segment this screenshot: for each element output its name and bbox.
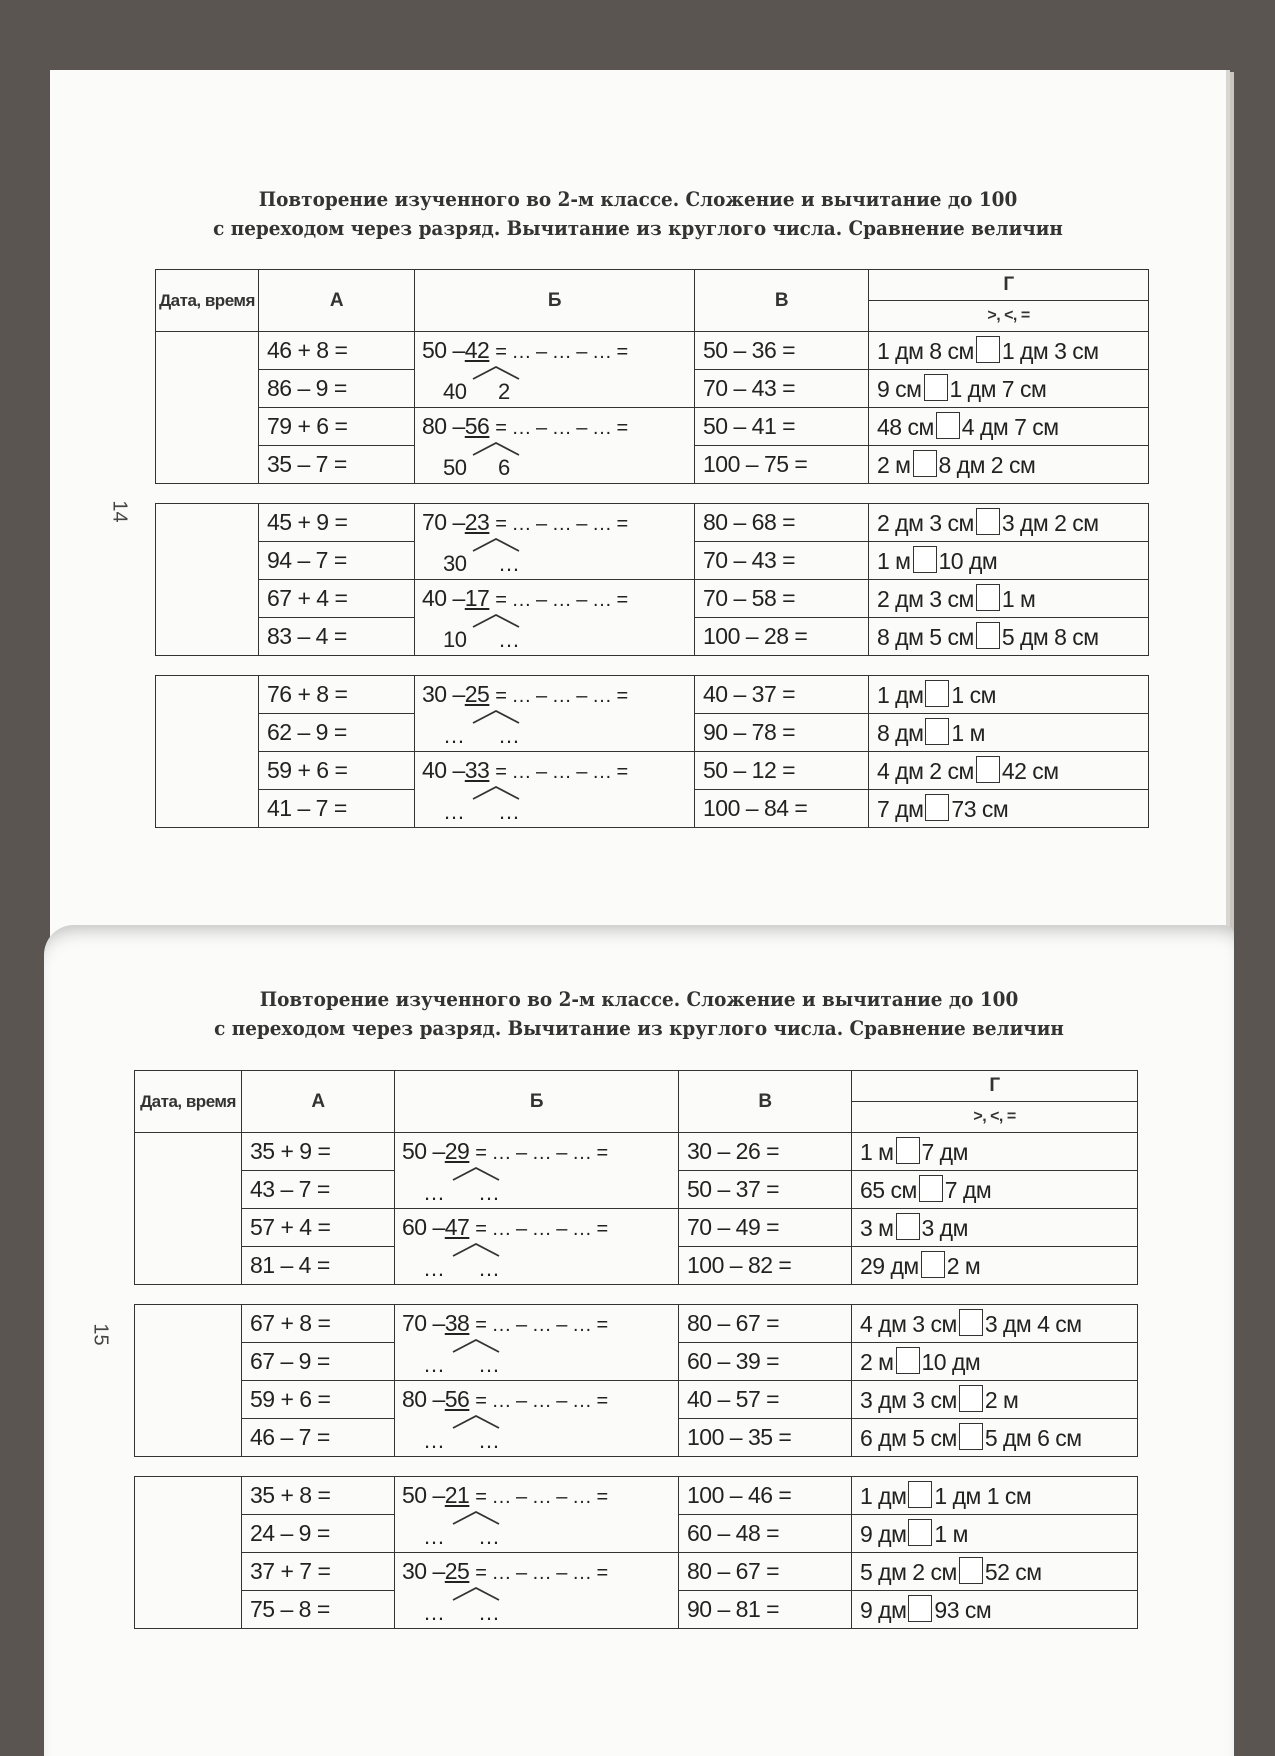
part-right: … <box>478 1600 500 1625</box>
subtrahend: 21 <box>444 1482 470 1508</box>
task-v: 30 – 26 = <box>679 1133 852 1171</box>
compare-right: 10 дм <box>921 1349 981 1375</box>
minuend: 30 – <box>422 681 465 707</box>
b-expression <box>422 413 628 440</box>
table-row <box>135 1553 1138 1591</box>
compare-answer-box[interactable] <box>976 622 1000 649</box>
compare-answer-box[interactable] <box>936 412 960 439</box>
page-title <box>92 985 1187 1043</box>
part-right: … <box>478 1428 500 1453</box>
b-expression <box>402 1138 608 1165</box>
task-v: 60 – 39 = <box>679 1343 852 1381</box>
compare-answer-box[interactable] <box>959 1557 983 1584</box>
b-expression <box>402 1214 608 1241</box>
compare-answer-box[interactable] <box>908 1595 932 1622</box>
task-v: 80 – 67 = <box>679 1553 852 1591</box>
compare-answer-box[interactable] <box>913 450 937 477</box>
header-b: Б <box>415 270 695 332</box>
header-date: Дата, время <box>156 270 259 332</box>
page-15 <box>44 925 1234 1756</box>
part-left: … <box>443 799 465 824</box>
part-right: … <box>498 723 520 748</box>
part-right: … <box>498 551 520 576</box>
part-left: 10 <box>443 627 467 652</box>
b-expression <box>422 509 628 536</box>
date-cell[interactable] <box>135 1133 242 1285</box>
compare-right: 52 см <box>984 1559 1042 1585</box>
compare-right: 1 дм 7 см <box>949 376 1047 402</box>
compare-left: 4 дм 2 см <box>877 758 974 784</box>
task-g <box>852 1133 1138 1171</box>
table-row <box>156 332 1149 370</box>
task-a: 83 – 4 = <box>259 618 415 656</box>
title-line-1: Повторение изученного во 2-м классе. Сложение и вычитание до 100 <box>258 187 1018 211</box>
compare-answer-box[interactable] <box>959 1423 983 1450</box>
compare-right: 5 дм 8 см <box>1001 624 1099 650</box>
part-right: … <box>498 799 520 824</box>
task-g <box>852 1171 1138 1209</box>
compare-answer-box[interactable] <box>913 546 937 573</box>
task-v: 70 – 58 = <box>695 580 869 618</box>
task-a: 59 + 6 = <box>242 1381 395 1419</box>
task-v: 40 – 57 = <box>679 1381 852 1419</box>
b-expression <box>402 1386 608 1413</box>
decomposition-parts <box>443 798 563 825</box>
compare-answer-box[interactable] <box>976 584 1000 611</box>
part-right: … <box>478 1180 500 1205</box>
compare-answer-box[interactable] <box>924 374 948 401</box>
compare-left: 1 м <box>860 1139 894 1165</box>
part-left: … <box>423 1428 445 1453</box>
task-a: 43 – 7 = <box>242 1171 395 1209</box>
b-expression <box>422 337 628 364</box>
compare-right: 1 дм 1 см <box>934 1483 1032 1509</box>
subtrahend: 42 <box>464 337 490 363</box>
table-row <box>135 1305 1138 1343</box>
date-cell[interactable] <box>156 504 259 656</box>
part-left: 40 <box>443 379 467 404</box>
task-v: 90 – 81 = <box>679 1591 852 1629</box>
part-left: … <box>423 1256 445 1281</box>
group-separator <box>156 484 1149 504</box>
compare-left: 2 м <box>860 1349 894 1375</box>
date-cell[interactable] <box>135 1477 242 1629</box>
task-a: 24 – 9 = <box>242 1515 395 1553</box>
decomposition-parts <box>423 1427 543 1454</box>
compare-left: 9 дм <box>860 1521 907 1547</box>
part-left: … <box>423 1524 445 1549</box>
compare-right: 3 дм 4 см <box>984 1311 1082 1337</box>
subtrahend: 33 <box>464 757 490 783</box>
task-a: 94 – 7 = <box>259 542 415 580</box>
compare-left: 2 дм 3 см <box>877 510 974 536</box>
compare-right: 1 м <box>934 1521 968 1547</box>
group-separator <box>156 656 1149 676</box>
part-left: … <box>423 1180 445 1205</box>
header-g: Г <box>852 1071 1138 1102</box>
table-row <box>135 1133 1138 1171</box>
minuend: 80 – <box>402 1386 445 1412</box>
task-v: 70 – 43 = <box>695 370 869 408</box>
expression-blanks: = … – … – … = <box>475 1562 608 1584</box>
expression-blanks: = … – … – … = <box>475 1218 608 1240</box>
task-a: 46 – 7 = <box>242 1419 395 1457</box>
subtrahend: 38 <box>444 1310 470 1336</box>
task-a: 35 – 7 = <box>259 446 415 484</box>
b-expression <box>402 1310 608 1337</box>
compare-right: 1 см <box>951 682 996 708</box>
task-v: 40 – 37 = <box>695 676 869 714</box>
compare-answer-box[interactable] <box>976 756 1000 783</box>
task-a: 79 + 6 = <box>259 408 415 446</box>
task-v: 50 – 12 = <box>695 752 869 790</box>
minuend: 50 – <box>402 1138 445 1164</box>
task-a: 59 + 6 = <box>259 752 415 790</box>
task-a: 41 – 7 = <box>259 790 415 828</box>
decomposition-parts <box>443 454 563 481</box>
compare-answer-box[interactable] <box>896 1213 920 1240</box>
task-a: 86 – 9 = <box>259 370 415 408</box>
expression-blanks: = … – … – … = <box>495 685 628 707</box>
header-row <box>135 1071 1138 1102</box>
task-v: 100 – 35 = <box>679 1419 852 1457</box>
decomposition-parts <box>423 1599 543 1626</box>
part-right: … <box>478 1524 500 1549</box>
task-a: 75 – 8 = <box>242 1591 395 1629</box>
part-left: 30 <box>443 551 467 576</box>
compare-left: 48 см <box>877 414 934 440</box>
minuend: 40 – <box>422 585 465 611</box>
task-v: 70 – 49 = <box>679 1209 852 1247</box>
subtrahend: 25 <box>444 1558 470 1584</box>
header-v: В <box>679 1071 852 1133</box>
exercise-table <box>134 1070 1138 1629</box>
date-cell[interactable] <box>156 332 259 484</box>
compare-answer-box[interactable] <box>925 680 949 707</box>
page-number: 14 <box>108 500 131 523</box>
subtrahend: 47 <box>444 1214 470 1240</box>
compare-left: 3 дм 3 см <box>860 1387 957 1413</box>
compare-right: 4 дм 7 см <box>961 414 1059 440</box>
task-a: 35 + 9 = <box>242 1133 395 1171</box>
task-a: 35 + 8 = <box>242 1477 395 1515</box>
compare-right: 8 дм 2 см <box>938 452 1036 478</box>
part-right: 6 <box>498 455 510 480</box>
task-v: 50 – 41 = <box>695 408 869 446</box>
compare-answer-box[interactable] <box>959 1309 983 1336</box>
table-row <box>156 504 1149 542</box>
task-b <box>395 1553 679 1629</box>
b-expression <box>422 681 628 708</box>
task-g <box>852 1477 1138 1515</box>
decomposition-parts <box>443 378 563 405</box>
subtrahend: 25 <box>464 681 490 707</box>
expression-blanks: = … – … – … = <box>475 1314 608 1336</box>
task-b <box>395 1133 679 1209</box>
b-expression <box>402 1482 608 1509</box>
task-g <box>852 1247 1138 1285</box>
compare-left: 7 дм <box>877 796 924 822</box>
task-b <box>415 676 695 752</box>
header-row <box>156 270 1149 301</box>
task-g <box>869 752 1149 790</box>
expression-blanks: = … – … – … = <box>495 341 628 363</box>
task-b <box>395 1477 679 1553</box>
compare-right: 5 дм 6 см <box>984 1425 1082 1451</box>
task-v: 60 – 48 = <box>679 1515 852 1553</box>
task-g <box>852 1515 1138 1553</box>
compare-right: 7 дм <box>944 1177 992 1203</box>
expression-blanks: = … – … – … = <box>495 761 628 783</box>
expression-blanks: = … – … – … = <box>495 513 628 535</box>
header-g-sub: >, <, = <box>869 301 1149 332</box>
compare-right: 1 дм 3 см <box>1001 338 1099 364</box>
task-v: 80 – 67 = <box>679 1305 852 1343</box>
task-g <box>869 332 1149 370</box>
table-row <box>135 1381 1138 1419</box>
table-row <box>156 676 1149 714</box>
decomposition-parts <box>423 1255 543 1282</box>
compare-left: 1 дм <box>877 682 924 708</box>
minuend: 70 – <box>422 509 465 535</box>
header-b: Б <box>395 1071 679 1133</box>
minuend: 60 – <box>402 1214 445 1240</box>
task-g <box>852 1381 1138 1419</box>
page-number: 15 <box>89 1323 112 1346</box>
decomposition-parts <box>443 626 563 653</box>
compare-answer-box[interactable] <box>896 1347 920 1374</box>
task-a: 46 + 8 = <box>259 332 415 370</box>
compare-left: 29 дм <box>860 1253 919 1279</box>
title-line-2: с переходом через разряд. Вычитание из круглого числа. Сравнение величин <box>213 216 1063 240</box>
compare-right: 2 м <box>984 1387 1019 1413</box>
task-b <box>415 580 695 656</box>
part-right: … <box>498 627 520 652</box>
compare-right: 2 м <box>946 1253 981 1279</box>
header-g-sub: >, <, = <box>852 1102 1138 1133</box>
task-a: 57 + 4 = <box>242 1209 395 1247</box>
minuend: 80 – <box>422 413 465 439</box>
part-left: … <box>443 723 465 748</box>
task-v: 90 – 78 = <box>695 714 869 752</box>
task-b <box>395 1305 679 1381</box>
subtrahend: 29 <box>444 1138 470 1164</box>
task-a: 45 + 9 = <box>259 504 415 542</box>
b-expression <box>422 757 628 784</box>
task-v: 100 – 28 = <box>695 618 869 656</box>
task-v: 100 – 75 = <box>695 446 869 484</box>
task-g <box>869 408 1149 446</box>
b-expression <box>402 1558 608 1585</box>
decomposition-parts <box>443 722 563 749</box>
task-v: 100 – 82 = <box>679 1247 852 1285</box>
compare-right: 3 дм 2 см <box>1001 510 1099 536</box>
expression-blanks: = … – … – … = <box>475 1142 608 1164</box>
compare-left: 1 м <box>877 548 911 574</box>
task-a: 62 – 9 = <box>259 714 415 752</box>
part-left: … <box>423 1600 445 1625</box>
task-g <box>869 580 1149 618</box>
task-g <box>852 1419 1138 1457</box>
header-a: А <box>242 1071 395 1133</box>
compare-answer-box[interactable] <box>976 508 1000 535</box>
decomposition-parts <box>423 1179 543 1206</box>
compare-left: 9 см <box>877 376 922 402</box>
task-g <box>852 1591 1138 1629</box>
task-b <box>395 1209 679 1285</box>
compare-right: 1 м <box>1001 586 1036 612</box>
compare-left: 9 дм <box>860 1597 907 1623</box>
minuend: 50 – <box>402 1482 445 1508</box>
expression-blanks: = … – … – … = <box>495 589 628 611</box>
task-g <box>869 504 1149 542</box>
task-g <box>869 676 1149 714</box>
compare-left: 8 дм 5 см <box>877 624 974 650</box>
compare-answer-box[interactable] <box>925 794 949 821</box>
compare-answer-box[interactable] <box>925 718 949 745</box>
part-left: … <box>423 1352 445 1377</box>
compare-left: 2 м <box>877 452 911 478</box>
part-left: 50 <box>443 455 467 480</box>
task-v: 100 – 46 = <box>679 1477 852 1515</box>
compare-right: 93 см <box>934 1597 992 1623</box>
header-a: А <box>259 270 415 332</box>
compare-left: 65 см <box>860 1177 917 1203</box>
compare-answer-box[interactable] <box>908 1519 932 1546</box>
b-expression <box>422 585 628 612</box>
compare-left: 1 дм 8 см <box>877 338 974 364</box>
part-right: … <box>478 1256 500 1281</box>
table-row <box>135 1477 1138 1515</box>
task-g <box>869 714 1149 752</box>
compare-right: 73 см <box>951 796 1009 822</box>
compare-left: 4 дм 3 см <box>860 1311 957 1337</box>
expression-blanks: = … – … – … = <box>495 417 628 439</box>
task-v: 80 – 68 = <box>695 504 869 542</box>
table-row <box>135 1209 1138 1247</box>
task-b <box>395 1381 679 1457</box>
header-date: Дата, время <box>135 1071 242 1133</box>
compare-right: 10 дм <box>938 548 998 574</box>
compare-left: 8 дм <box>877 720 924 746</box>
compare-answer-box[interactable] <box>976 336 1000 363</box>
table-row <box>156 408 1149 446</box>
minuend: 30 – <box>402 1558 445 1584</box>
task-a: 37 + 7 = <box>242 1553 395 1591</box>
compare-answer-box[interactable] <box>896 1137 920 1164</box>
minuend: 70 – <box>402 1310 445 1336</box>
task-g <box>869 618 1149 656</box>
task-a: 67 + 8 = <box>242 1305 395 1343</box>
subtrahend: 56 <box>444 1386 470 1412</box>
task-a: 81 – 4 = <box>242 1247 395 1285</box>
decomposition-parts <box>423 1523 543 1550</box>
exercise-table <box>155 269 1149 828</box>
part-right: … <box>478 1352 500 1377</box>
title-line-1: Повторение изученного во 2-м классе. Сложение и вычитание до 100 <box>259 987 1019 1011</box>
page-title <box>97 185 1179 243</box>
task-g <box>869 370 1149 408</box>
expression-blanks: = … – … – … = <box>475 1486 608 1508</box>
compare-answer-box[interactable] <box>908 1481 932 1508</box>
task-b <box>415 752 695 828</box>
task-g <box>852 1305 1138 1343</box>
header-g: Г <box>869 270 1149 301</box>
task-a: 67 – 9 = <box>242 1343 395 1381</box>
task-v: 100 – 84 = <box>695 790 869 828</box>
part-right: 2 <box>498 379 510 404</box>
minuend: 40 – <box>422 757 465 783</box>
group-separator <box>135 1457 1138 1477</box>
date-cell[interactable] <box>156 676 259 828</box>
decomposition-parts <box>423 1351 543 1378</box>
table-row <box>156 580 1149 618</box>
task-a: 76 + 8 = <box>259 676 415 714</box>
subtrahend: 23 <box>464 509 490 535</box>
compare-right: 42 см <box>1001 758 1059 784</box>
minuend: 50 – <box>422 337 465 363</box>
group-separator <box>135 1285 1138 1305</box>
task-g <box>852 1553 1138 1591</box>
task-b <box>415 332 695 408</box>
compare-left: 3 м <box>860 1215 894 1241</box>
task-g <box>852 1209 1138 1247</box>
header-v: В <box>695 270 869 332</box>
task-a: 67 + 4 = <box>259 580 415 618</box>
compare-answer-box[interactable] <box>921 1251 945 1278</box>
task-v: 70 – 43 = <box>695 542 869 580</box>
compare-left: 1 дм <box>860 1483 907 1509</box>
compare-right: 1 м <box>951 720 985 746</box>
task-b <box>415 408 695 484</box>
compare-right: 3 дм <box>921 1215 968 1241</box>
compare-answer-box[interactable] <box>919 1175 943 1202</box>
compare-left: 5 дм 2 см <box>860 1559 957 1585</box>
compare-left: 6 дм 5 см <box>860 1425 957 1451</box>
subtrahend: 17 <box>464 585 490 611</box>
title-line-2: с переходом через разряд. Вычитание из круглого числа. Сравнение величин <box>214 1016 1064 1040</box>
task-v: 50 – 36 = <box>695 332 869 370</box>
page-14 <box>50 70 1226 940</box>
table-row <box>156 752 1149 790</box>
compare-left: 2 дм 3 см <box>877 586 974 612</box>
task-g <box>852 1343 1138 1381</box>
subtrahend: 56 <box>464 413 490 439</box>
compare-right: 7 дм <box>921 1139 968 1165</box>
decomposition-parts <box>443 550 563 577</box>
task-g <box>869 446 1149 484</box>
task-g <box>869 542 1149 580</box>
expression-blanks: = … – … – … = <box>475 1390 608 1412</box>
task-v: 50 – 37 = <box>679 1171 852 1209</box>
task-g <box>869 790 1149 828</box>
date-cell[interactable] <box>135 1305 242 1457</box>
task-b <box>415 504 695 580</box>
compare-answer-box[interactable] <box>959 1385 983 1412</box>
